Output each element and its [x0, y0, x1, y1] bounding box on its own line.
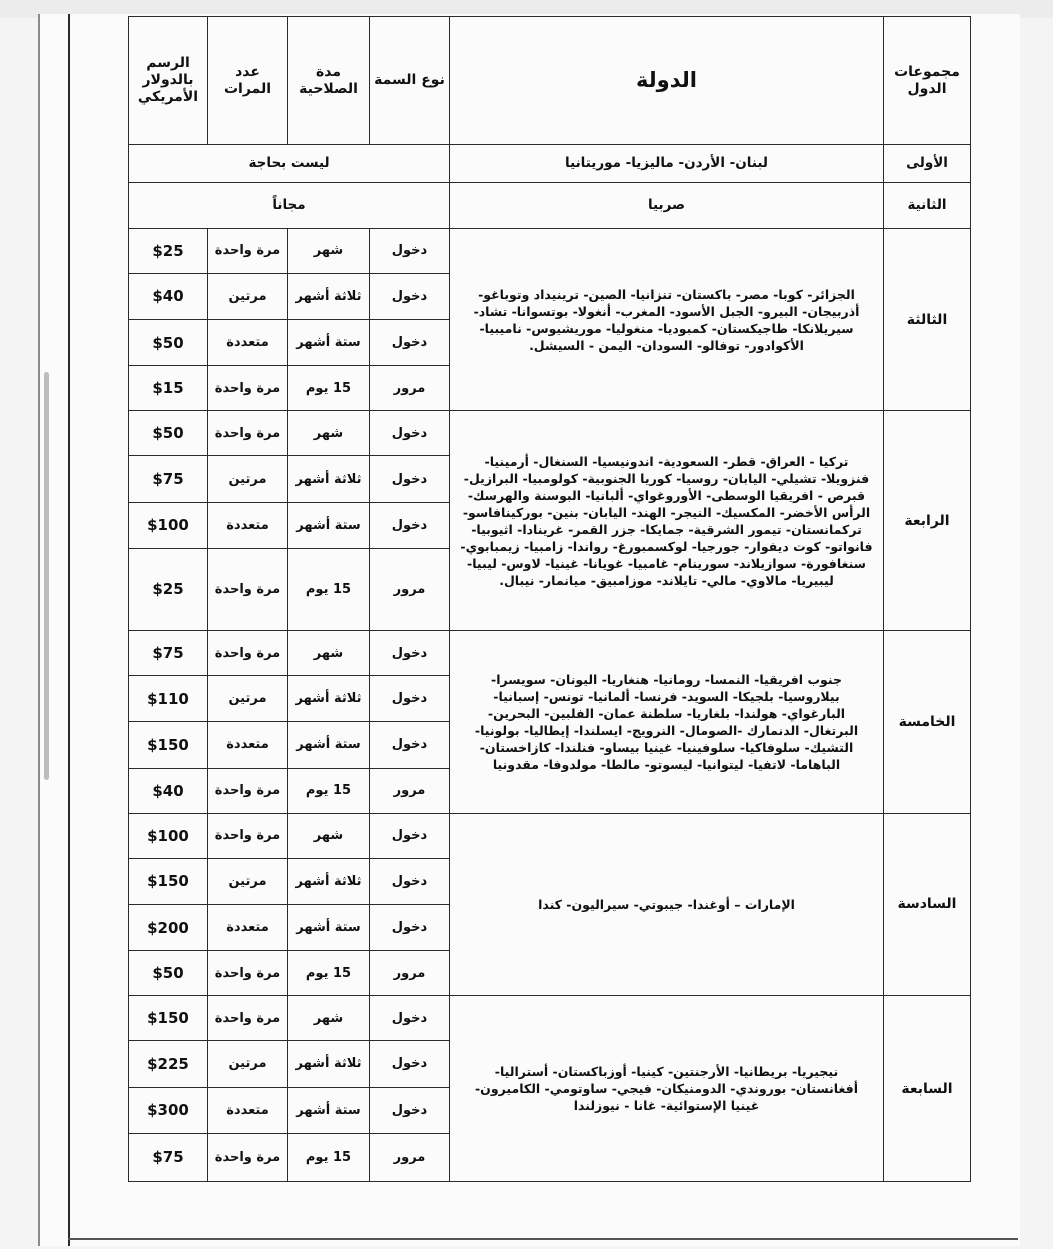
fee-cell: $150 — [129, 996, 208, 1041]
visa-type-cell: دخول — [370, 722, 450, 768]
validity-cell: ثلاثة أشهر — [288, 676, 370, 722]
validity-cell: شهر — [288, 631, 370, 676]
visa-type-cell: دخول — [370, 904, 450, 950]
visa-type-cell: مرور — [370, 951, 450, 996]
group-countries: صربيا — [450, 182, 884, 228]
validity-cell: 15 يوم — [288, 366, 370, 411]
validity-cell: 15 يوم — [288, 548, 370, 630]
fee-cell: $50 — [129, 320, 208, 366]
times-cell: مرتين — [208, 676, 288, 722]
times-cell: مرة واحدة — [208, 1133, 288, 1181]
fee-cell: $110 — [129, 676, 208, 722]
header-country: الدولة — [450, 17, 884, 145]
validity-cell: 15 يوم — [288, 768, 370, 813]
times-cell: مرة واحدة — [208, 366, 288, 411]
fee-row — [129, 228, 971, 273]
times-cell: مرة واحدة — [208, 411, 288, 456]
visa-type-cell: دخول — [370, 858, 450, 904]
times-cell: مرة واحدة — [208, 813, 288, 858]
group-countries: الجزائر- كوبا- مصر- باكستان- تنزانيا- الصين- ترينيداد وتوباغو- أذربيجان- البيرو- الجبل الأسود- المغرب- أنغولا- بوتسوانا- تشاد- سيريلانكا- طاجيكستان- كمبوديا- منغوليا- موريشيوس- ناميبيا- الأكوادور- توفالو- السودان- اليمن - السيشل. — [450, 228, 884, 411]
validity-cell: 15 يوم — [288, 951, 370, 996]
group-note: مجاناً — [129, 182, 450, 228]
group-countries: نيجيريا- بريطانيا- الأرجنتين- كينيا- أوزباكستان- أستراليا- أفغانستان- بوروندي- الدومنيكان- فيجي- ساوتومي- الكاميرون- غينيا الإستوائية- غانا - نيوزلندا — [450, 996, 884, 1182]
fee-cell: $25 — [129, 228, 208, 273]
times-cell: متعددة — [208, 320, 288, 366]
fee-cell: $40 — [129, 273, 208, 319]
times-cell: مرة واحدة — [208, 631, 288, 676]
validity-cell: ستة أشهر — [288, 502, 370, 548]
validity-cell: ثلاثة أشهر — [288, 273, 370, 319]
validity-cell: ستة أشهر — [288, 1087, 370, 1133]
fee-cell: $75 — [129, 456, 208, 502]
times-cell: متعددة — [208, 722, 288, 768]
header-fee: الرسم بالدولار الأمريكي — [129, 17, 208, 145]
bottom-rule — [68, 1238, 1018, 1240]
validity-cell: ستة أشهر — [288, 320, 370, 366]
fee-row — [129, 813, 971, 858]
visa-type-cell: دخول — [370, 1041, 450, 1087]
times-cell: مرتين — [208, 858, 288, 904]
group-countries: جنوب افريقيا- النمسا- رومانيا- هنغاريا- اليونان- سويسرا- بيلاروسيا- بلجيكا- السويد- فرنسا- ألمانيا- تونس- إسبانيا- البارغواي- هولندا- بلغاريا- سلطنة عمان- الفلبين- البحرين- البرتغال- الدنمارك -الصومال- النرويج- ايسلندا- إيطاليا- بولونيا- التشيك- سلوفاكيا- سلوفينيا- غينيا بيساو- فنلندا- كازاخستان- الباهاما- لاتفيا- ليتوانيا- ليسوتو- مالطا- مولدوفا- مقدونيا — [450, 631, 884, 814]
visa-type-cell: مرور — [370, 366, 450, 411]
visa-type-cell: مرور — [370, 768, 450, 813]
fee-cell: $50 — [129, 411, 208, 456]
validity-cell: شهر — [288, 228, 370, 273]
times-cell: مرة واحدة — [208, 228, 288, 273]
fee-cell: $50 — [129, 951, 208, 996]
group-countries: لبنان- الأردن- ماليزيا- موريتانيا — [450, 145, 884, 182]
times-cell: مرة واحدة — [208, 951, 288, 996]
fee-cell: $100 — [129, 813, 208, 858]
group-row-second — [129, 182, 971, 228]
group-name: الرابعة — [884, 411, 971, 631]
visa-type-cell: دخول — [370, 813, 450, 858]
header-row — [129, 17, 971, 145]
fee-cell: $225 — [129, 1041, 208, 1087]
fee-row — [129, 631, 971, 676]
fee-cell: $75 — [129, 631, 208, 676]
fee-cell: $200 — [129, 904, 208, 950]
group-name: الأولى — [884, 145, 971, 182]
fee-cell: $100 — [129, 502, 208, 548]
fee-cell: $75 — [129, 1133, 208, 1181]
group-countries: الإمارات – أوغندا- جيبوتي- سيراليون- كندا — [450, 813, 884, 996]
times-cell: مرة واحدة — [208, 996, 288, 1041]
header-groups: مجموعات الدول — [884, 17, 971, 145]
visa-type-cell: دخول — [370, 996, 450, 1041]
header-validity: مدة الصلاحية — [288, 17, 370, 145]
group-name: الخامسة — [884, 631, 971, 814]
fee-cell: $40 — [129, 768, 208, 813]
group-name: الثالثة — [884, 228, 971, 411]
group-row-first — [129, 145, 971, 182]
visa-type-cell: دخول — [370, 502, 450, 548]
times-cell: مرة واحدة — [208, 768, 288, 813]
group-name: السابعة — [884, 996, 971, 1182]
visa-type-cell: مرور — [370, 1133, 450, 1181]
visa-type-cell: دخول — [370, 1087, 450, 1133]
fee-cell: $150 — [129, 722, 208, 768]
validity-cell: شهر — [288, 813, 370, 858]
visa-type-cell: مرور — [370, 548, 450, 630]
validity-cell: ستة أشهر — [288, 722, 370, 768]
groups-body — [129, 228, 971, 1181]
validity-cell: ستة أشهر — [288, 904, 370, 950]
visa-type-cell: دخول — [370, 228, 450, 273]
validity-cell: ثلاثة أشهر — [288, 456, 370, 502]
times-cell: متعددة — [208, 904, 288, 950]
header-visa-type: نوع السمة — [370, 17, 450, 145]
validity-cell: 15 يوم — [288, 1133, 370, 1181]
validity-cell: ثلاثة أشهر — [288, 1041, 370, 1087]
fee-cell: $300 — [129, 1087, 208, 1133]
visa-type-cell: دخول — [370, 273, 450, 319]
group-name: الثانية — [884, 182, 971, 228]
times-cell: مرتين — [208, 456, 288, 502]
validity-cell: شهر — [288, 996, 370, 1041]
header-times: عدد المرات — [208, 17, 288, 145]
group-note: ليست بحاجة — [129, 145, 450, 182]
fee-row — [129, 411, 971, 456]
validity-cell: شهر — [288, 411, 370, 456]
visa-type-cell: دخول — [370, 676, 450, 722]
times-cell: متعددة — [208, 1087, 288, 1133]
scrollbar-thumb[interactable] — [44, 372, 49, 780]
visa-type-cell: دخول — [370, 631, 450, 676]
visa-fees-table — [128, 16, 971, 1182]
times-cell: مرة واحدة — [208, 548, 288, 630]
fee-row — [129, 996, 971, 1041]
group-countries: تركيا - العراق- قطر- السعودية- اندونيسيا- السنغال- أرمينيا- فنزويلا- تشيلي- اليابان- روسيا- كوريا الجنوبية- كولومبيا- البرازيل- قبرص - افريقيا الوسطى- الأوروغواي- ألبانيا- البوسنة والهرسك- الرأس الأخضر- المكسيك- النيجر- الهند- اليابان- بنين- بوركينافاسو- تركمانستان- تيمور الشرقية- جمايكا- جزر القمر- غرينادا- اثيوبيا- فانواتو- كوت ديفوار- جورجيا- لوكسمبورغ- رواندا- زامبيا- زيمبابوي- سنغافورة- سوازيلاند- سورينام- غامبيا- غويانا- غينيا- لاوس- ليبيا- ليبيريا- مالاوي- مالي- تايلاند- موزامبيق- ميانمار- نيبال. — [450, 411, 884, 631]
fee-cell: $15 — [129, 366, 208, 411]
group-name: السادسة — [884, 813, 971, 996]
times-cell: متعددة — [208, 502, 288, 548]
margin-line — [68, 14, 70, 1246]
visa-type-cell: دخول — [370, 456, 450, 502]
fee-cell: $25 — [129, 548, 208, 630]
visa-type-cell: دخول — [370, 411, 450, 456]
validity-cell: ثلاثة أشهر — [288, 858, 370, 904]
visa-type-cell: دخول — [370, 320, 450, 366]
fee-cell: $150 — [129, 858, 208, 904]
times-cell: مرتين — [208, 1041, 288, 1087]
times-cell: مرتين — [208, 273, 288, 319]
